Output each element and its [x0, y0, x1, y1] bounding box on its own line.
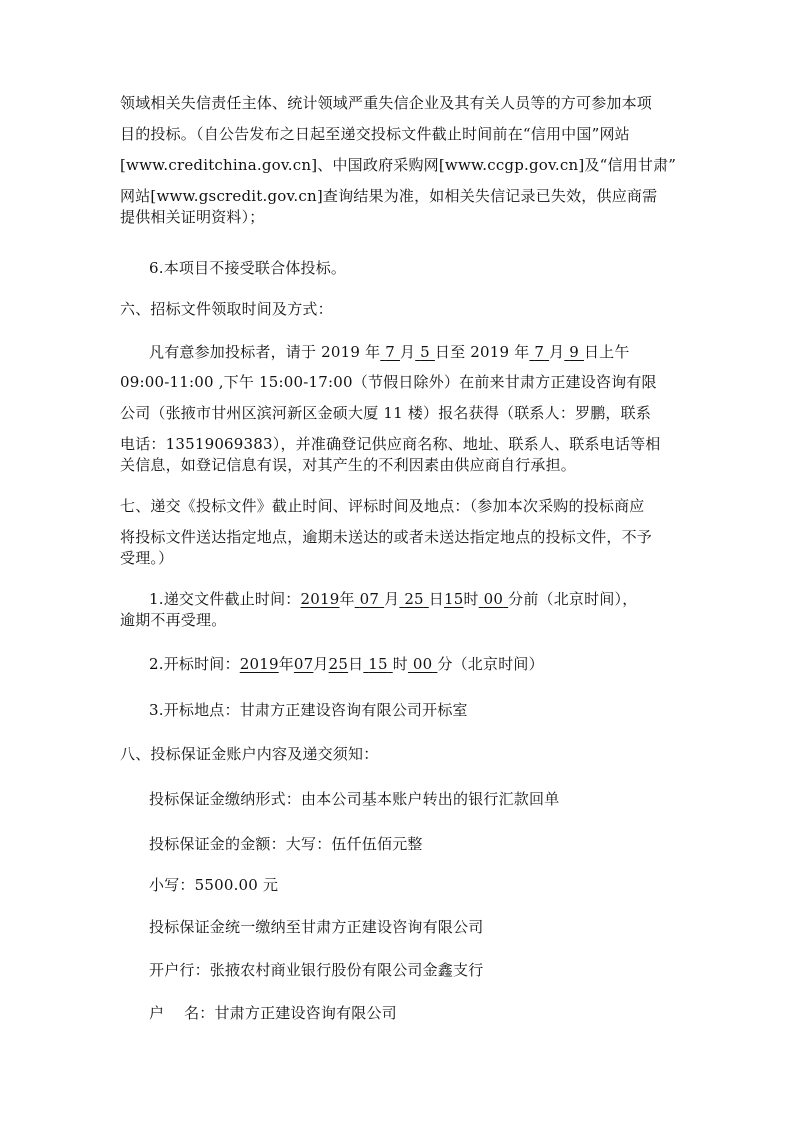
section-6-line-4: 电话：13519069383），并准确登记供应商名称、地址、联系人、联系电话等相 — [120, 435, 661, 453]
section-6-heading: 六、招标文件领取时间及方式： — [120, 300, 333, 318]
s7i2-text-e: 时 — [392, 655, 408, 673]
s7i1-day — [399, 590, 428, 608]
section-7-item-1-line-2: 逾期不再受理。 — [120, 611, 227, 629]
s6-day-start-value: 5 — [420, 343, 430, 361]
s6-text-c: 日至 2019 年 — [434, 343, 530, 361]
s7i1-year: 2019 — [300, 590, 340, 608]
section-8-heading: 八、投标保证金账户内容及递交须知： — [120, 745, 379, 763]
s7i1-text-d: 日 — [428, 590, 444, 608]
s7i2-text-b: 年 — [278, 655, 294, 673]
s7i2-text-f: 分（北京时间） — [437, 655, 544, 673]
s6-day-end-value: 9 — [569, 343, 580, 361]
s6-day-end — [564, 343, 584, 361]
s7i2-minute-value: 00 — [412, 655, 433, 673]
s6-month-end-value: 7 — [534, 343, 545, 361]
intro-line-5: 提供相关证明资料）； — [120, 208, 265, 226]
deposit-form: 投标保证金缴纳形式：由本公司基本账户转出的银行汇款回单 — [149, 790, 560, 808]
s6-text-a: 凡有意参加投标者，请于 2019 年 — [149, 343, 381, 361]
s6-month-end — [529, 343, 549, 361]
section-6-line-1 — [149, 342, 630, 362]
deposit-payee-note: 投标保证金统一缴纳至甘肃方正建设咨询有限公司 — [149, 918, 484, 936]
s7i1-minute — [479, 590, 508, 608]
s7i2-year: 2019 — [239, 655, 279, 673]
deposit-amount-lower: 小写：5500.00 元 — [149, 876, 279, 894]
s7i1-text-b: 年 — [339, 590, 355, 608]
section-7-line-3: 受理。） — [120, 549, 174, 567]
intro-line-2: 目的投标。（自公告发布之日起至递交投标文件截止时间前在“信用中国”网站 — [120, 125, 630, 143]
s7i1-label: 1.递交文件截止时间： — [149, 590, 301, 608]
deposit-amount-upper: 投标保证金的金额：大写：伍仟伍佰元整 — [149, 835, 423, 853]
s6-text-d: 月 — [549, 343, 565, 361]
s7i1-hour: 15 — [443, 590, 464, 608]
s6-text-b: 月 — [400, 343, 416, 361]
s7i2-hour — [363, 655, 392, 673]
s7i1-text-e: 时 — [463, 590, 479, 608]
section-6-line-5: 关信息，如登记信息有误，对其产生的不利因素由供应商自行承担。 — [120, 456, 577, 474]
s7i2-month: 07 — [293, 655, 314, 673]
s7i1-text-c: 月 — [384, 590, 400, 608]
bank-name: 开户行：张掖农村商业银行股份有限公司金鑫支行 — [149, 961, 484, 979]
s7i2-day: 25 — [328, 655, 349, 673]
section-7-item-3: 3.开标地点：甘肃方正建设咨询有限公司开标室 — [149, 701, 468, 719]
intro-line-4: 网站[www.gscredit.gov.cn]查询结果为准，如相关失信记录已失效，供应商需 — [120, 187, 658, 205]
s6-text-e: 日上午 — [583, 343, 630, 361]
s6-month-start-value: 7 — [385, 343, 396, 361]
intro-line-1: 领域相关失信责任主体、统计领域严重失信企业及其有关人员等的方可参加本项 — [120, 94, 653, 112]
s7i1-text-f: 分前（北京时间）， — [508, 590, 638, 608]
section-6-line-2: 09:00-11:00 ,下午 15:00-17:00（节假日除外）在前来甘肃方正建设咨询有限 — [120, 373, 657, 391]
s7i2-hour-value: 15 — [368, 655, 388, 673]
s6-day-start — [415, 343, 435, 361]
intro-line-3: [www.creditchina.gov.cn]、中国政府采购网[www.ccgp.gov.cn]及“信用甘肃” — [120, 156, 677, 174]
item-6: 6.本项目不接受联合体投标。 — [149, 259, 347, 277]
section-7-item-2 — [149, 654, 544, 674]
s7i2-text-d: 日 — [348, 655, 364, 673]
section-7-item-1 — [149, 589, 637, 609]
s7i2-minute — [408, 655, 437, 673]
s7i2-label: 2.开标时间： — [149, 655, 240, 673]
account-name: 户 名：甘肃方正建设咨询有限公司 — [149, 1004, 397, 1022]
section-6-line-3: 公司（张掖市甘州区滨河新区金硕大厦 11 楼）报名获得（联系人：罗鹏，联系 — [120, 404, 652, 422]
s7i2-text-c: 月 — [313, 655, 329, 673]
s7i1-month-value: 07 — [359, 590, 380, 608]
s7i1-month — [355, 590, 384, 608]
section-7-line-2: 将投标文件送达指定地点，逾期未送达的或者未送达指定地点的投标文件，不予 — [120, 528, 653, 546]
s6-month-start — [380, 343, 400, 361]
s7i1-minute-value: 00 — [483, 590, 504, 608]
s7i1-day-value: 25 — [404, 590, 424, 608]
section-7-line-1: 七、递交《投标文件》截止时间、评标时间及地点：（参加本次采购的投标商应 — [120, 497, 645, 515]
